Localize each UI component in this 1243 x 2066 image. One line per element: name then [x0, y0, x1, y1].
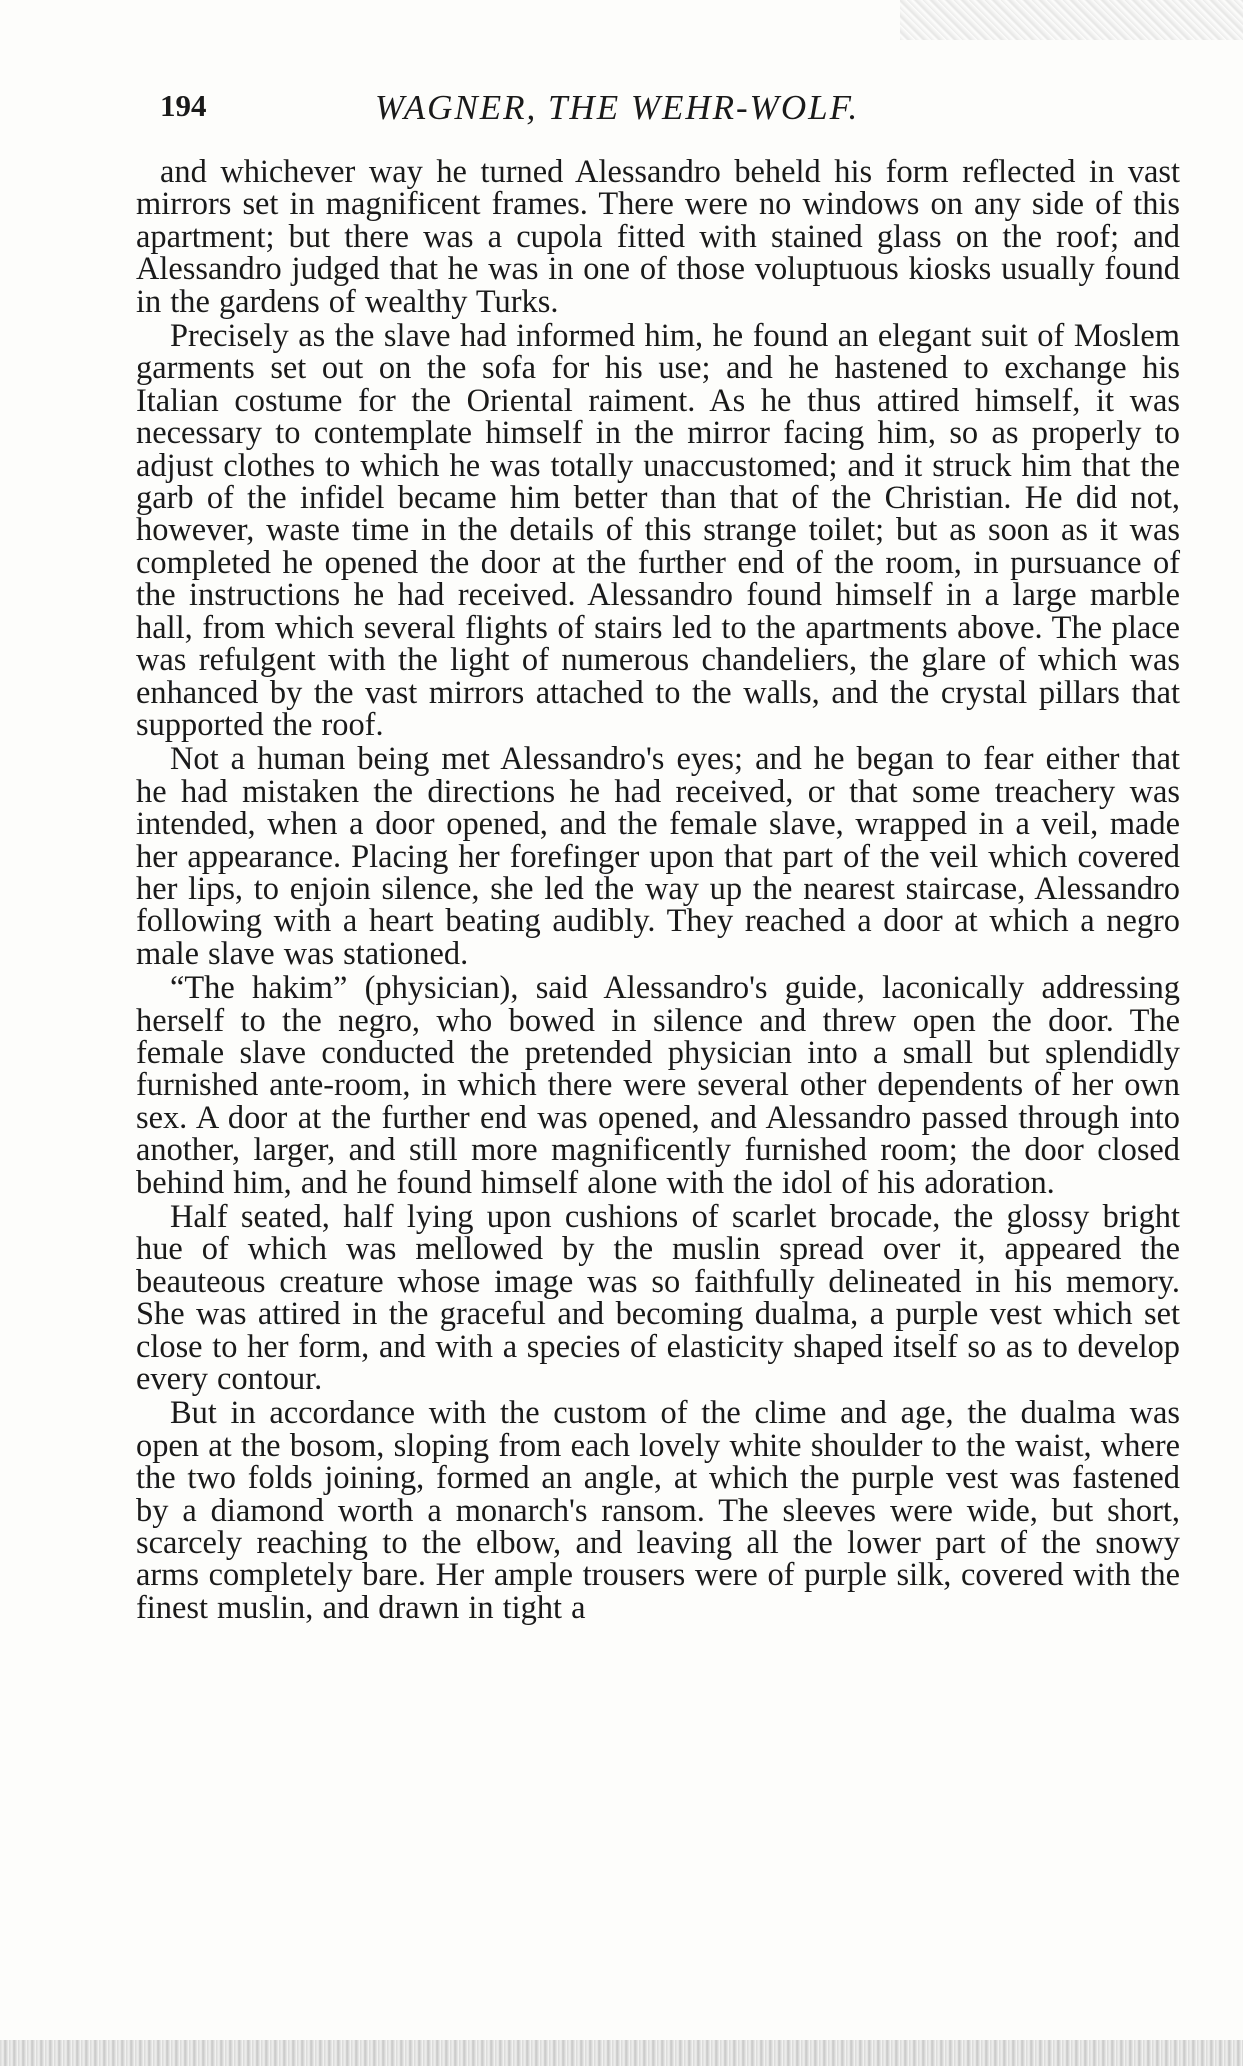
page-header — [160, 88, 1180, 138]
paragraph: Precisely as the slave had informed him, he found an elegant suit of Moslem garments set out on the sofa for his use; and he hastened to exchange his Italian costume for the Oriental raiment. As he thus attired himself, it was necessary to contemplate himself in the mirror facing him, so as properly to adjust clothes to which he was totally unaccustomed; and it struck him that the garb of the infidel became him better than that of the Christian. He did not, however, waste time in the details of this strange toilet; but as soon as it was completed he opened the door at the further end of the room, in pursuance of the instructions he had received. Alessandro found himself in a large marble hall, from which several flights of stairs led to the apartments above. The place was refulgent with the light of numerous chandeliers, the glare of which was enhanced by the vast mirrors attached to the walls, and the crystal pillars that supported the roof. — [136, 318, 1180, 743]
paragraph: “The hakim” (physician), said Alessandro's guide, laconically addressing herself to the negro, who bowed in silence and threw open the door. The female slave conducted the pretended physician into a small but splendidly furnished ante-room, in which there were several other dependents of her own sex. A door at the further end was opened, and Alessandro passed through into another, larger, and still more magnificently furnished room; the door closed behind him, and he found himself alone with the idol of his adoration. — [136, 970, 1180, 1201]
paragraph: Half seated, half lying upon cushions of scarlet brocade, the glossy bright hue of which was mellowed by the muslin spread over it, appeared the beauteous creature whose image was so faithfully delineated in his memory. She was attired in the graceful and becoming dualma, a purple vest which set close to her form, and with a species of elasticity shaped itself so as to develop every contour. — [136, 1199, 1180, 1398]
page-number: 194 — [160, 88, 207, 123]
scan-noise-bottom — [0, 2040, 1243, 2066]
running-title: WAGNER, THE WEHR-WOLF. — [375, 88, 860, 127]
body-text — [136, 156, 1180, 1624]
paragraph: But in accordance with the custom of the clime and age, the dualma was open at the bosom, sloping from each lovely white shoulder to the waist, where the two folds joining, formed an angle, at which the purple vest was fastened by a diamond worth a monarch's ransom. The sleeves were wide, but short, scarcely reaching to the elbow, and leaving all the lower part of the snowy arms completely bare. Her ample trousers were of purple silk, covered with the finest muslin, and drawn in tight a — [136, 1395, 1180, 1626]
paragraph: and whichever way he turned Alessandro beheld his form reflected in vast mirrors set in magnificent frames. There were no windows on any side of this apartment; but there was a cupola fitted with stained glass on the roof; and Alessandro judged that he was in one of those voluptuous kiosks usually found in the gardens of wealthy Turks. — [136, 154, 1180, 320]
scan-noise-top — [900, 0, 1243, 40]
paragraph: Not a human being met Alessandro's eyes; and he began to fear either that he had mistaken the directions he had received, or that some treachery was intended, when a door opened, and the female slave, wrapped in a veil, made her appearance. Placing her forefinger upon that part of the veil which covered her lips, to enjoin silence, she led the way up the nearest staircase, Alessandro following with a heart beating audibly. They reached a door at which a negro male slave was stationed. — [136, 741, 1180, 972]
